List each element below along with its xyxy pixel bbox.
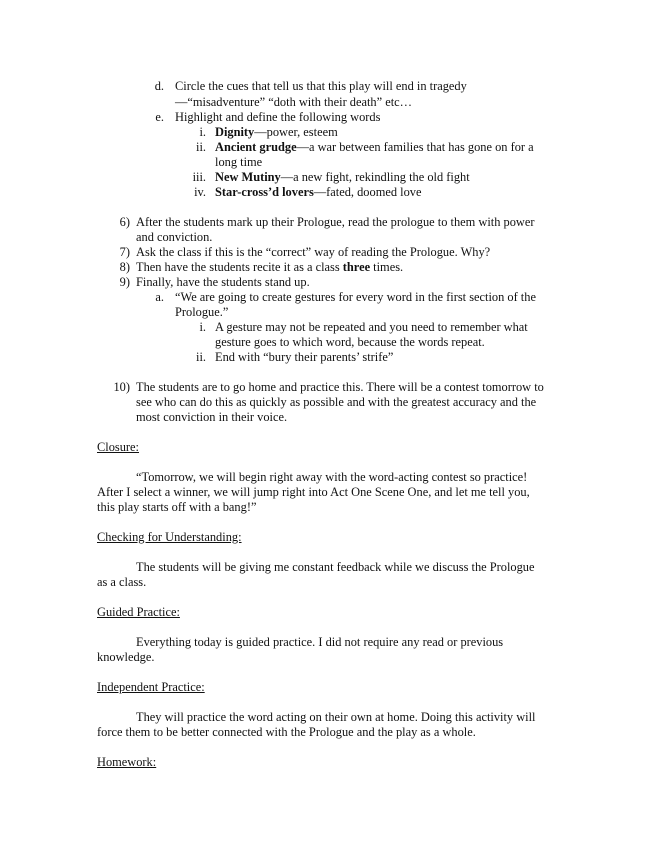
step-number: 8) — [119, 260, 130, 274]
section-heading-guided: Guided Practice: — [97, 605, 180, 619]
paragraph-line: knowledge. — [97, 650, 155, 664]
list-item-text: —“misadventure” “doth with their death” etc… — [175, 95, 413, 109]
sublist-text: A gesture may not be repeated and you need to remember what — [215, 320, 528, 334]
vocab-definition: —fated, doomed love — [313, 185, 422, 199]
list-item-text: Highlight and define the following words — [175, 110, 381, 124]
sublist-label: iii. — [192, 170, 206, 184]
section-heading-closure: Closure: — [97, 440, 139, 454]
vocab-item — [215, 140, 534, 155]
vocab-item — [215, 125, 338, 140]
vocab-item — [215, 170, 470, 185]
paragraph-line: The students will be giving me constant feedback while we discuss the Prologue — [136, 560, 535, 574]
paragraph-line: this play starts off with a bang!” — [97, 500, 257, 514]
step-text — [136, 260, 403, 275]
section-heading-checking: Checking for Understanding: — [97, 530, 242, 544]
paragraph-line: force them to be better connected with the Prologue and the play as a whole. — [97, 725, 476, 739]
emphasis-word: three — [342, 260, 371, 274]
paragraph-line: “Tomorrow, we will begin right away with the word-acting contest so practice! — [136, 470, 528, 484]
vocab-definition: —a war between families that has gone on for a — [296, 140, 534, 154]
paragraph-line: After I select a winner, we will jump right into Act One Scene One, and let me tell you, — [97, 485, 530, 499]
paragraph-line: Everything today is guided practice. I did not require any read or previous — [136, 635, 504, 649]
list-label: d. — [154, 79, 164, 93]
step-number: 9) — [119, 275, 130, 289]
section-heading-homework: Homework: — [97, 755, 157, 769]
step-text: Ask the class if this is the “correct” way of reading the Prologue. Why? — [136, 245, 491, 259]
vocab-term: New Mutiny — [215, 170, 281, 184]
list-item-text: Circle the cues that tell us that this play will end in tragedy — [175, 79, 467, 93]
vocab-term: Dignity — [215, 125, 255, 139]
step-text: The students are to go home and practice this. There will be a contest tomorrow to — [136, 380, 544, 394]
sublist-label: i. — [199, 125, 206, 139]
sublist-label: ii. — [196, 350, 206, 364]
vocab-term: Star-cross’d lovers — [215, 185, 314, 199]
list-label: a. — [155, 290, 164, 304]
sublist-label: ii. — [196, 140, 206, 154]
section-heading-independent: Independent Practice: — [97, 680, 205, 694]
sublist-text: gesture goes to which word, because the words repeat. — [215, 335, 485, 349]
step-text: and conviction. — [136, 230, 213, 244]
vocab-term: Ancient grudge — [215, 140, 297, 154]
sublist-text: End with “bury their parents’ strife” — [215, 350, 394, 364]
sublist-label: i. — [199, 320, 206, 334]
sublist-label: iv. — [194, 185, 206, 199]
step-number: 10) — [113, 380, 130, 394]
step-text: After the students mark up their Prologue, read the prologue to them with power — [136, 215, 535, 229]
vocab-definition: —power, esteem — [254, 125, 338, 139]
step-text: most conviction in their voice. — [136, 410, 288, 424]
paragraph-line: as a class. — [97, 575, 147, 589]
vocab-definition: —a new fight, rekindling the old fight — [280, 170, 470, 184]
list-label: e. — [155, 110, 164, 124]
vocab-definition-continued: long time — [215, 155, 263, 169]
step-number: 6) — [119, 215, 130, 229]
list-item-text: “We are going to create gestures for every word in the first section of the — [175, 290, 536, 304]
list-item-text: Prologue.” — [175, 305, 229, 319]
paragraph-line: They will practice the word acting on their own at home. Doing this activity will — [136, 710, 536, 724]
step-text: Finally, have the students stand up. — [136, 275, 310, 289]
vocab-item — [215, 185, 421, 200]
step-text: see who can do this as quickly as possible and with the greatest accuracy and the — [136, 395, 537, 409]
step-number: 7) — [119, 245, 130, 259]
step-text-part: times. — [370, 260, 404, 274]
step-text-part: Then have the students recite it as a class — [136, 260, 343, 274]
